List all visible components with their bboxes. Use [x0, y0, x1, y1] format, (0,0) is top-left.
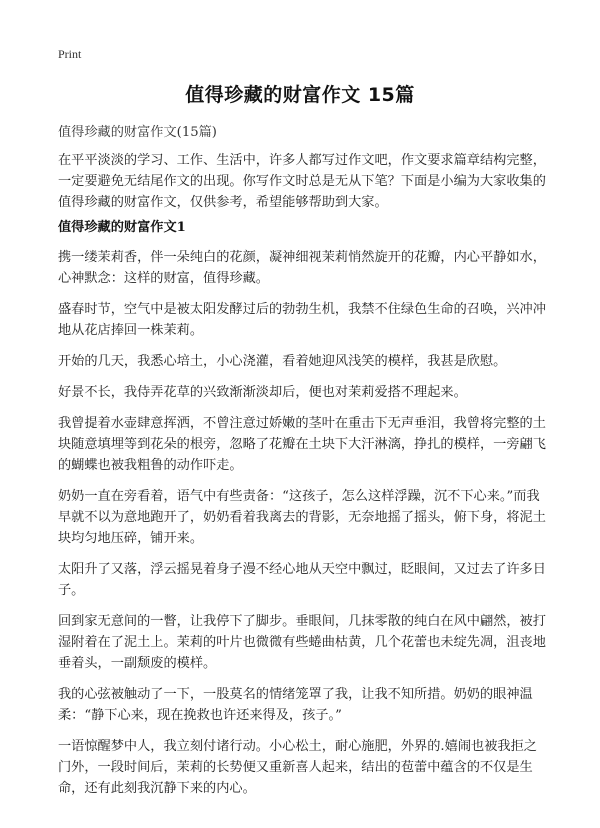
page-title: 值得珍藏的财富作文 15篇 — [185, 84, 415, 106]
essay-paragraph: 我曾提着水壶肆意挥洒，不曾注意过娇嫩的茎叶在重击下无声垂泪，我曾将完整的土块随意填埋等到花朵的根旁，忽略了花瓣在土块下大汗淋漓，挣扎的模样，一旁翩飞的蝴蝶也被我粗鲁的动作吓走。 — [58, 416, 546, 473]
essay-paragraph: 回到家无意间的一瞥，让我停下了脚步。垂眼间，几抹零散的纯白在风中翩然，被打湿附着在了泥土上。茉莉的叶片也微微有些蜷曲枯黄，几个花蕾也未绽先凋，沮丧地垂着头，一副颓废的模样。 — [58, 614, 546, 671]
essay-body — [58, 247, 550, 809]
print-link[interactable]: Print — [58, 47, 82, 61]
essay-paragraph: 盛春时节，空气中是被太阳发酵过后的勃勃生机，我禁不住绿色生命的召唤，兴冲冲地从花店捧回一株茉莉。 — [58, 302, 546, 338]
document-subtitle: 值得珍藏的财富作文(15篇) — [58, 125, 217, 140]
essay-paragraph: 我的心弦被触动了一下，一股莫名的情绪笼罩了我，让我不知所措。奶奶的眼神温柔：“静下心来，现在挽救也许还来得及，孩子。” — [58, 687, 533, 723]
essay-paragraph: 好景不长，我侍弄花草的兴致渐渐淡却后，便也对茉莉爱搭不理起来。 — [58, 385, 467, 400]
essay-paragraph: 奶奶一直在旁看着，语气中有些责备：“这孩子，怎么这样浮躁，沉不下心来。”而我早就不以为意地跑开了，奶奶看着我离去的背影，无奈地摇了摇头，俯下身，将泥土块均匀地压碎，铺开来。 — [58, 489, 546, 546]
essay-paragraph: 一语惊醒梦中人，我立刻付诸行动。小心松土，耐心施肥，外界的.嬉闹也被我拒之门外，一段时间后，茉莉的长势便又重新喜人起来，结出的苞蕾中蕴含的不仅是生命，还有此刻我沉静下来的内心。 — [58, 739, 537, 796]
essay-paragraph: 开始的几天，我悉心培土，小心浇灌，看着她迎风浅笑的模样，我甚是欣慰。 — [58, 354, 507, 369]
section-heading: 值得珍藏的财富作文1 — [58, 220, 186, 235]
intro-paragraph: 在平平淡淡的学习、工作、生活中，许多人都写过作文吧，作文要求篇章结构完整，一定要避免无结尾作文的出现。你写作文时总是无从下笔？下面是小编为大家收集的值得珍藏的财富作文，仅供参考，希望能够帮助到大家。 — [58, 153, 546, 210]
essay-paragraph: 太阳升了又落，浮云摇晃着身子漫不经心地从天空中飘过，眨眼间，又过去了许多日子。 — [58, 562, 546, 598]
essay-paragraph: 携一缕茉莉香，伴一朵纯白的花颜，凝神细视茉莉悄然旋开的花瓣，内心平静如水，心神默念：这样的财富，值得珍藏。 — [58, 250, 546, 286]
